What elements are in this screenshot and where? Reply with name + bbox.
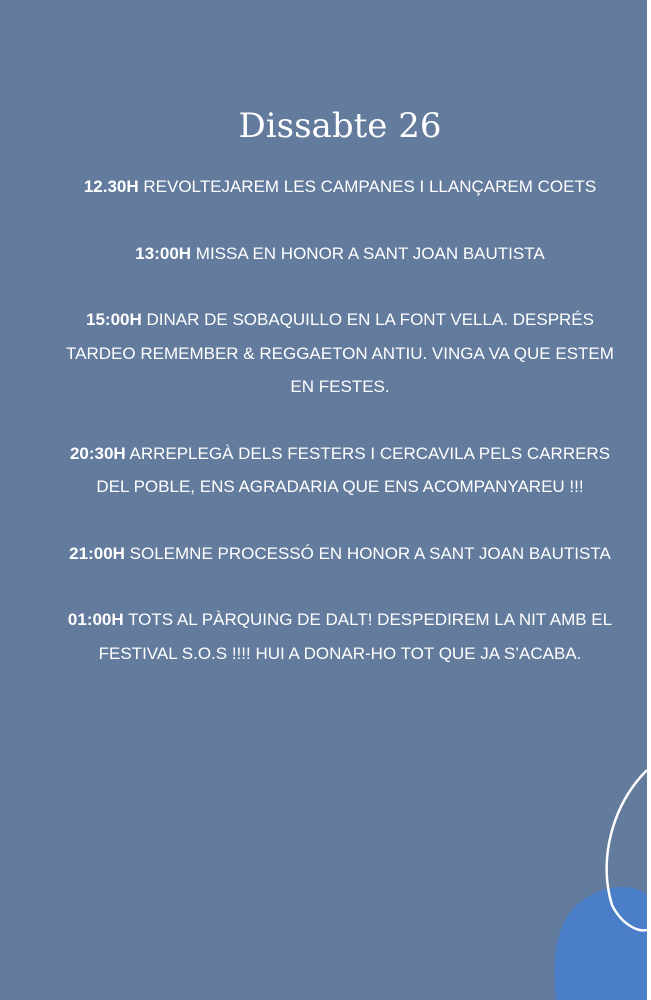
event-description: ARREPLEGÀ DELS FESTERS I CERCAVILA PELS CARRERS DEL POBLE, ENS AGRADARIA QUE ENS ACOMPANYAREU !!!	[96, 443, 611, 496]
blue-blob-shape	[554, 887, 647, 1000]
event-description: DINAR DE SOBAQUILLO EN LA FONT VELLA. DESPRÉS TARDEO REMEMBER & REGGAETON ANTIU. VINGA VA QUE ESTEM EN FESTES.	[66, 310, 614, 396]
event-time: 20:30H	[69, 443, 126, 463]
event-description: SOLEMNE PROCESSÓ EN HONOR A SANT JOAN BAUTISTA	[124, 543, 611, 563]
event-time: 21:00H	[69, 543, 125, 563]
event-description: REVOLTEJAREM LES CAMPANES I LLANÇAREM COETS	[138, 177, 597, 196]
event-time: 15:00H	[86, 310, 142, 329]
event-description: MISSA EN HONOR A SANT JOAN BAUTISTA	[191, 243, 545, 263]
event-time: 01:00H	[67, 610, 124, 629]
event-time: 12.30H	[83, 177, 139, 196]
event-description: TOTS AL PÀRQUING DE DALT! DESPEDIREM LA NIT AMB EL FESTIVAL S.O.S !!!! HUI A DONAR-HO TOT QUE JA S’ACABA.	[98, 610, 613, 663]
page-title: Dissabte 26	[238, 106, 442, 146]
page-edge	[647, 0, 651, 1000]
event-time: 13:00H	[135, 243, 192, 263]
